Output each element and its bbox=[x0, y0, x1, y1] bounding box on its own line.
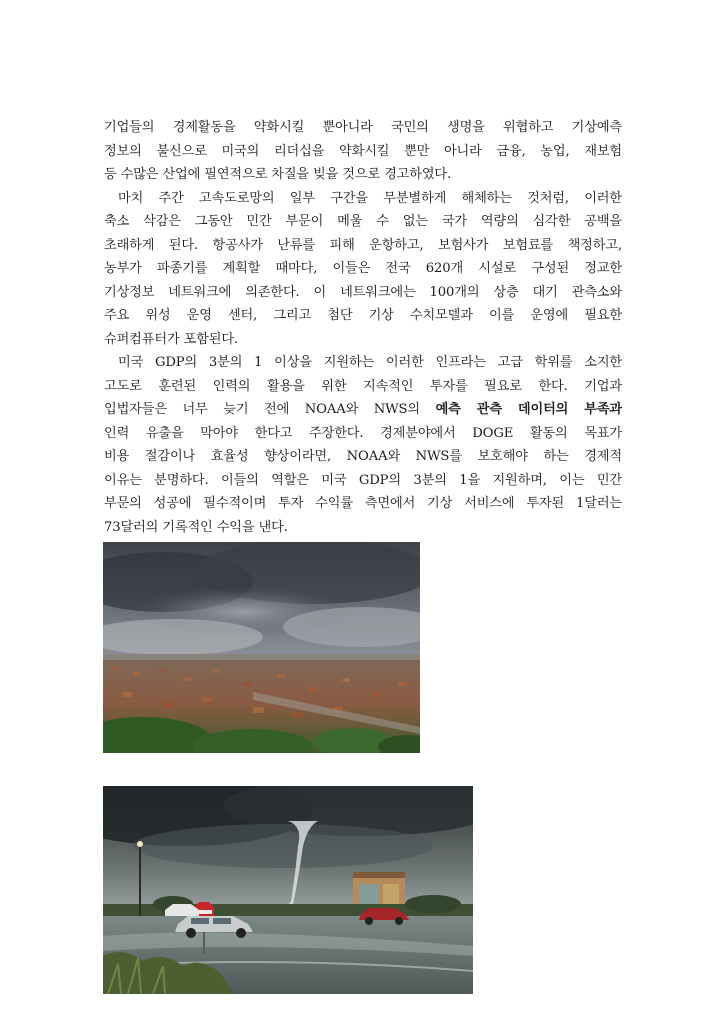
city-aerial-cloudy-photo bbox=[103, 542, 420, 753]
text-line: 슈퍼컴퓨터가 포함된다. bbox=[104, 331, 238, 347]
text-line: 기업들의 경제활동을 약화시킬 뿐아니라 국민의 생명을 위협하고 기상예측 bbox=[104, 120, 622, 135]
text-segment: 입법자들은 너무 늦기 전에 NOAA와 NWS의 bbox=[104, 402, 436, 417]
body-text bbox=[104, 116, 622, 539]
text-line: 기상정보 네트워크에 의존한다. 이 네트워크에는 100개의 상층 대기 관측소와 bbox=[104, 284, 622, 300]
tornado-flooded-street-photo bbox=[103, 786, 473, 994]
text-line: 미국 GDP의 3분의 1 이상을 지원하는 이러한 인프라는 고급 학위를 소지한 bbox=[118, 355, 622, 370]
text-line: 고도로 훈련된 인력의 활용을 위한 지속적인 투자를 필요로 한다. 기업과 bbox=[104, 378, 622, 394]
text-line: 부문의 성공에 필수적이며 투자 수익률 측면에서 기상 서비스에 투자된 1달러는 bbox=[104, 496, 622, 511]
text-line: 정보의 불신으로 미국의 리더십을 약화시킬 뿐만 아니라 금융, 농업, 재보험 bbox=[104, 143, 622, 159]
text-line: 마치 주간 고속도로망의 일부 구간을 무분별하게 해체하는 것처럼, 이러한 bbox=[118, 190, 622, 206]
bold-emphasis: 예측 관측 데이터의 부족과 bbox=[435, 402, 622, 417]
text-line-with-emphasis bbox=[104, 398, 622, 422]
text-line: 등 수많은 산업에 필연적으로 차질을 빚을 것으로 경고하였다. bbox=[104, 167, 452, 182]
text-line: 비용 절감이나 효율성 향상이라면, NOAA와 NWS를 보호해야 하는 경제적 bbox=[104, 449, 622, 464]
text-line: 73달러의 기록적인 수익을 낸다. bbox=[104, 519, 288, 535]
text-line: 초래하게 된다. 항공사가 난류를 피해 운항하고, 보험사가 보험료를 책정하고, bbox=[104, 237, 622, 253]
text-line: 축소 삭감은 그동안 민간 부문이 메울 수 없는 국가 역량의 심각한 공백을 bbox=[104, 214, 622, 229]
text-line: 인력 유출을 막아야 한다고 주장한다. 경제분야에서 DOGE 활동의 목표가 bbox=[104, 425, 622, 441]
text-line: 주요 위성 운영 센터, 그리고 첨단 기상 수치모델과 이를 운영에 필요한 bbox=[104, 308, 622, 323]
text-line: 이유는 분명하다. 이들의 역할은 미국 GDP의 3분의 1을 지원하며, 이는 민간 bbox=[104, 472, 622, 488]
text-line: 농부가 파종기를 계획할 때마다, 이들은 전국 620개 시설로 구성된 정교한 bbox=[104, 261, 622, 276]
